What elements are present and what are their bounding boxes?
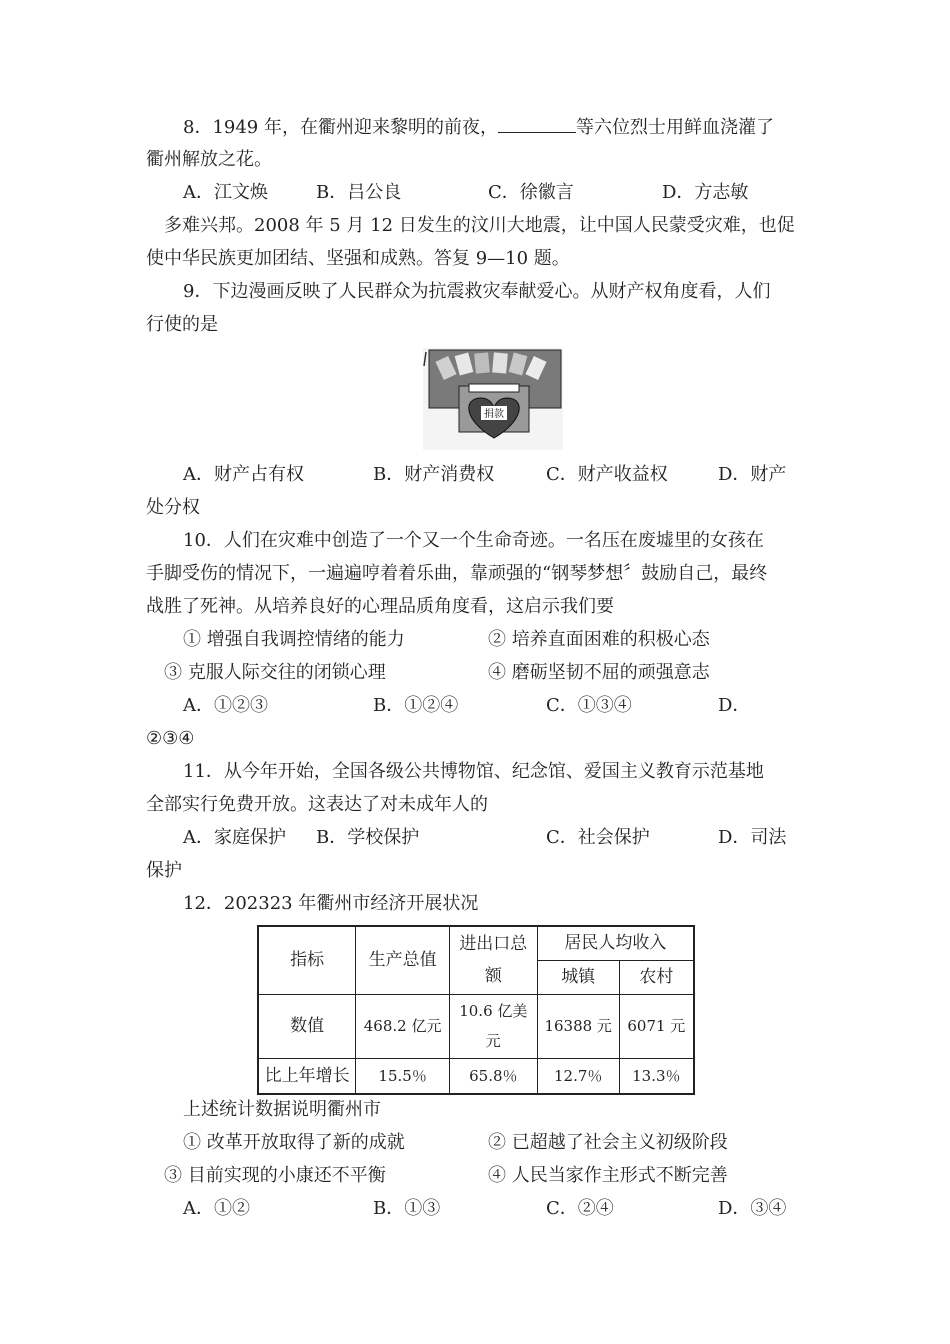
- q10-stem-line3: 战胜了死神。从培养良好的心理品质角度看，这启示我们要: [146, 596, 614, 617]
- q10-item-4: ④ 磨砺坚韧不屈的顽强意志: [488, 662, 710, 683]
- header-indicator: 指标: [258, 926, 356, 994]
- q8-answer-blank: [498, 114, 576, 133]
- q8-option-d: D．方志敏: [662, 182, 749, 203]
- header-urban: 城镇: [537, 960, 619, 994]
- q10-option-c: C．①③④: [546, 695, 632, 716]
- cartoon-donation-label: 捐款: [484, 409, 504, 420]
- economy-statistics-table: [257, 925, 695, 1095]
- q8-stem-line1: 8．1949 年，在衢州迎来黎明的前夜， 等六位烈士用鲜血浇灌了: [183, 114, 774, 141]
- header-rural: 农村: [619, 960, 694, 994]
- q12-item-4: ④ 人民当家作主形式不断完善: [488, 1165, 728, 1186]
- q12-option-b: B．①③: [373, 1198, 441, 1219]
- q9-option-d-wrap: 处分权: [146, 497, 200, 518]
- q9-stem-line2: 行使的是: [146, 314, 218, 335]
- donation-cartoon-image: [423, 348, 563, 450]
- q10-stem-line1: 10．人们在灾难中创造了一个又一个生命奇迹。一名压在废墟里的女孩在: [183, 530, 764, 551]
- value-gdp: 468.2 亿元: [356, 994, 450, 1058]
- q11-stem-line2: 全部实行免费开放。这表达了对未成年人的: [146, 794, 488, 815]
- value-rural-income: 6071 元: [619, 994, 694, 1058]
- q12-option-c: C．②④: [546, 1198, 614, 1219]
- q12-title: 12．202323 年衢州市经济开展状况: [183, 893, 479, 914]
- q8-option-c: C．徐徽言: [488, 182, 574, 203]
- growth-urban-income: 12.7％: [537, 1058, 619, 1094]
- value-trade: 10.6 亿美元: [449, 994, 537, 1058]
- q11-option-a: A．家庭保护: [183, 827, 286, 848]
- q12-option-a: A．①②: [183, 1198, 250, 1219]
- intro-line1: 多难兴邦。2008 年 5 月 12 日发生的汶川大地震，让中国人民蒙受灾难，也促: [164, 215, 795, 236]
- q9-stem-line1: 9．下边漫画反映了人民群众为抗震救灾奉献爱心。从财产权角度看，人们: [183, 281, 771, 302]
- q11-option-c: C．社会保护: [546, 827, 650, 848]
- row-value-label: 数值: [258, 994, 356, 1058]
- q9-option-d: D．财产: [718, 464, 787, 485]
- q9-option-a: A．财产占有权: [183, 464, 304, 485]
- header-trade: 进出口总额: [449, 926, 537, 994]
- q10-item-1: ① 增强自我调控情绪的能力: [183, 629, 405, 650]
- intro-line2: 使中华民族更加团结、坚强和成熟。答复 9—10 题。: [146, 248, 570, 269]
- row-growth-label: 比上年增长: [258, 1058, 356, 1094]
- q8-option-a: A．江文焕: [183, 182, 268, 203]
- q11-option-d-wrap: 保护: [146, 860, 182, 881]
- q11-option-b: B．学校保护: [316, 827, 420, 848]
- value-urban-income: 16388 元: [537, 994, 619, 1058]
- q12-option-d: D．③④: [718, 1198, 787, 1219]
- q9-option-c: C．财产收益权: [546, 464, 668, 485]
- q10-stem-line2: 手脚受伤的情况下，一遍遍哼着着乐曲，靠顽强的“钢琴梦想〞鼓励自己，最终: [146, 563, 768, 584]
- header-income: 居民人均收入: [537, 926, 694, 960]
- q10-option-d: D．: [718, 695, 751, 716]
- q10-option-d-wrap: ②③④: [146, 728, 195, 749]
- q8-stem-line2: 衢州解放之花。: [146, 149, 272, 170]
- growth-rural-income: 13.3％: [619, 1058, 694, 1094]
- q12-item-1: ① 改革开放取得了新的成就: [183, 1132, 405, 1153]
- q10-item-2: ② 培养直面困难的积极心态: [488, 629, 710, 650]
- q8-option-b: B．吕公良: [316, 182, 402, 203]
- q11-option-d: D．司法: [718, 827, 787, 848]
- q12-item-3: ③ 目前实现的小康还不平衡: [164, 1165, 386, 1186]
- q9-option-b: B．财产消费权: [373, 464, 495, 485]
- header-gdp: 生产总值: [356, 926, 450, 994]
- growth-trade: 65.8％: [449, 1058, 537, 1094]
- q12-stem: 上述统计数据说明衢州市: [183, 1099, 381, 1120]
- growth-gdp: 15.5％: [356, 1058, 450, 1094]
- q10-option-a: A．①②③: [183, 695, 268, 716]
- q11-stem-line1: 11．从今年开始，全国各级公共博物馆、纪念馆、爱国主义教育示范基地: [183, 761, 764, 782]
- q10-option-b: B．①②④: [373, 695, 459, 716]
- q10-item-3: ③ 克服人际交往的闭锁心理: [164, 662, 386, 683]
- q12-item-2: ② 已超越了社会主义初级阶段: [488, 1132, 728, 1153]
